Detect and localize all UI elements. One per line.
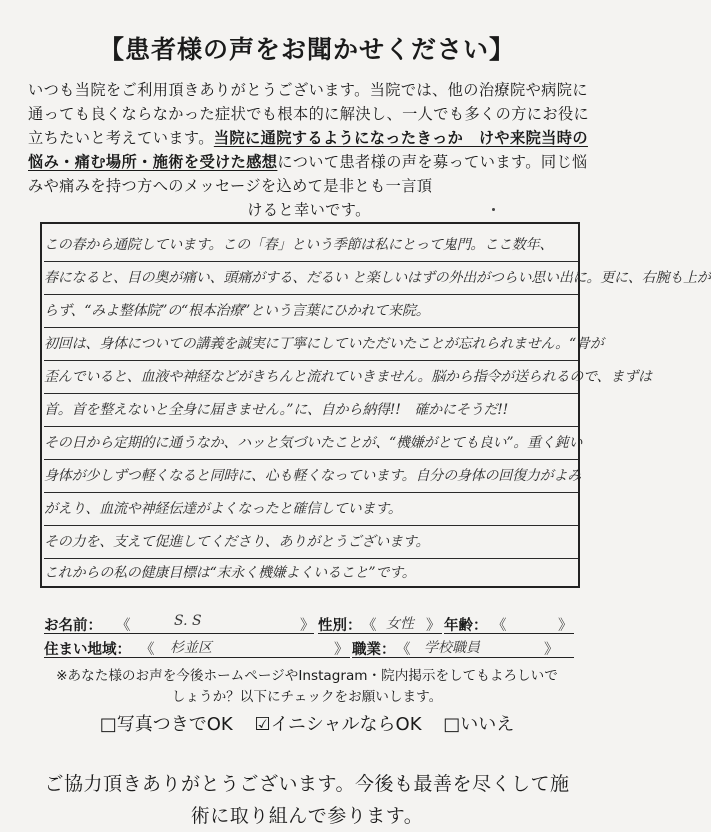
ruled-line (44, 360, 578, 361)
closing-line-2: 術に取り組んで参ります。 (190, 805, 424, 827)
handwritten-line-10: その力を、支えて促進してくださり、ありがとうございます。 (44, 534, 430, 550)
ink-dot (492, 208, 495, 211)
intro-text-2: について患者様の声を募っています。同じ悩みや痛みを持つ方へのメッセージを込めて是非とも一言頂 (28, 153, 588, 195)
age-bracket-close: 》 (558, 618, 573, 634)
handwritten-line-8: 身体が少しずつ軽くなると同時に、心も軽くなっています。自分の身体の回復力がよみ (44, 468, 582, 484)
ruled-line (44, 459, 578, 460)
name-underline (44, 633, 314, 634)
closing-line-1: ご協力頂きありがとうございます。今後も最善を尽くして施 (44, 773, 570, 795)
job-underline (352, 657, 574, 658)
area-bracket-open: 《 (140, 642, 155, 658)
handwritten-line-7: その日から定期的に通うなか、ハッと気づいたことが、“機嫌がとても良い”。重く鈍い (44, 435, 583, 451)
ruled-line (44, 294, 578, 295)
job-value[interactable]: 学校職員 (424, 640, 480, 656)
consent-line-2: しょうか？以下にチェックをお願いします。 (171, 689, 443, 705)
gender-value[interactable]: 女性 (386, 616, 414, 632)
ruled-line (44, 327, 578, 328)
age-underline (444, 633, 574, 634)
age-label: 年齢： (444, 618, 488, 634)
ruled-line (44, 261, 578, 262)
handwritten-line-9: がえり、血流や神経伝達がよくなったと確信しています。 (44, 501, 402, 517)
name-bracket-open: 《 (116, 618, 131, 634)
consent-notice (40, 666, 574, 708)
handwritten-line-2: 春になると、目の奥が痛い、頭痛がする、だるい と楽しいはずの外出がつらい思い出に。更に、右腕も上が (44, 270, 711, 286)
ruled-line (44, 492, 578, 493)
initial-ok-checkbox[interactable]: ☑イニシャルならOK (254, 714, 422, 735)
area-value[interactable]: 杉並区 (170, 640, 212, 656)
permission-choices (0, 710, 614, 736)
name-value[interactable]: S. S (174, 613, 202, 629)
gender-bracket-open: 《 (362, 618, 377, 634)
area-underline (44, 657, 350, 658)
handwritten-line-5: 歪んでいると、血液や神経などがきちんと流れていきません。脳から指令が送られるので、まずは (44, 369, 652, 385)
age-bracket-open: 《 (492, 618, 507, 634)
consent-line-1: ※あなた様のお声を今後ホームページやInstagram・院内掲示をしてもよろしいで (56, 668, 558, 684)
form-row-name (44, 614, 584, 636)
closing-message (24, 768, 590, 832)
job-label: 職業： (352, 642, 396, 658)
job-bracket-open: 《 (396, 642, 411, 658)
form-row-area (44, 638, 584, 660)
page-title: 【患者様の声をお聞かせください】 (98, 35, 515, 64)
intro-paragraph (28, 78, 590, 222)
job-bracket-close: 》 (544, 642, 559, 658)
handwritten-line-1: この春から通院しています。この「春」という季節は私にとって鬼門。ここ数年、 (44, 237, 554, 253)
ruled-line (44, 525, 578, 526)
handwritten-line-3: らず、“みよ整体院”の“根本治療”という言葉にひかれて来院。 (44, 303, 430, 319)
intro-emphasis: 当院に通院するようになったきっか けや来院当時の悩み・痛む場所・施術を受けた感想 (28, 129, 588, 171)
ruled-line (44, 558, 578, 559)
handwritten-line-11: これからの私の健康目標は“末永く機嫌よくいること”です。 (44, 565, 416, 581)
gender-bracket-close: 》 (426, 618, 441, 634)
name-bracket-close: 》 (300, 618, 315, 634)
area-bracket-close: 》 (334, 642, 349, 658)
handwritten-line-6: 首。首を整えないと全身に届きません。”に、自から納得!! 確かにそうだ!! (44, 402, 509, 418)
photo-ok-checkbox[interactable]: □写真つきでOK (99, 714, 233, 735)
handwritten-line-4: 初回は、身体についての講義を誠実に丁寧にしていただいたことが忘れられません。“骨が (44, 336, 604, 352)
ruled-line (44, 393, 578, 394)
intro-last-line: けると幸いです。 (247, 201, 371, 219)
no-checkbox[interactable]: □いいえ (443, 714, 515, 735)
gender-underline (318, 633, 442, 634)
area-label: 住まい地域： (44, 642, 131, 658)
name-label: お名前： (44, 618, 102, 634)
ruled-line (44, 426, 578, 427)
intro-text-1: いつも当院をご利用頂きありがとうございます。当院では、他の治療院や病院に通っても良くならなかった症状でも根本的に解決し、一人でも多くの方にお役に立ちたいと考えています。 (28, 81, 590, 147)
gender-label: 性別： (318, 618, 362, 634)
